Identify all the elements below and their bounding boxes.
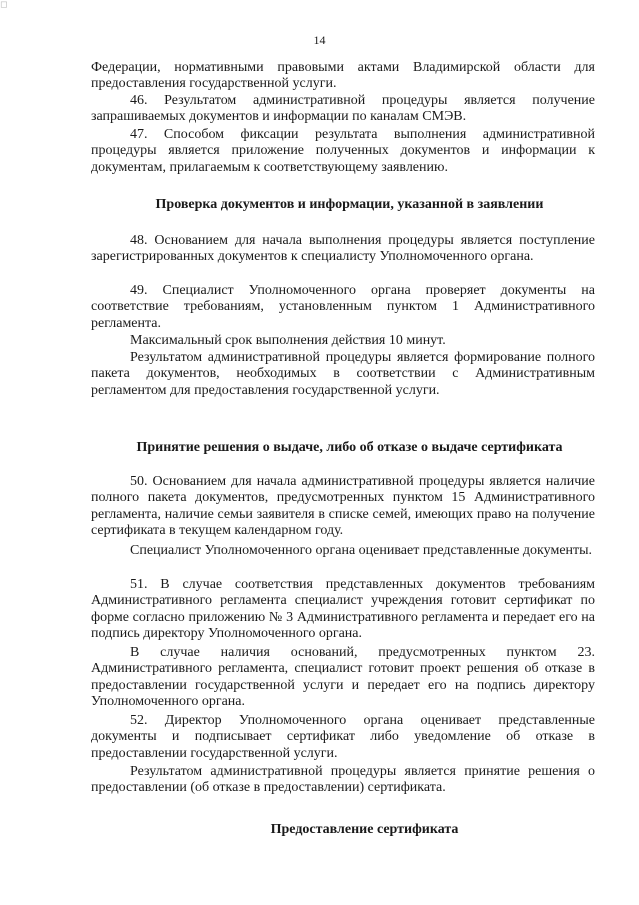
paragraph-intro: Федерации, нормативными правовыми актами Владимирской области для предоставления государственной услуги. xyxy=(91,60,595,92)
section-heading-check-documents: Проверка документов и информации, указанной в заявлении xyxy=(155,197,544,212)
paragraph-51: 51. В случае соответствия представленных документов требованиям Административного регламента специалист учреждения готовит сертификат по форме согласно приложению № 3 Административного регламента и передает его на подпись директору Уполномоченного органа. xyxy=(91,577,595,642)
paragraph-50-evaluation: Специалист Уполномоченного органа оценивает представленные документы. xyxy=(130,543,593,558)
page-number: 14 xyxy=(313,33,326,47)
section-heading-certificate-delivery: Предоставление сертификата xyxy=(270,822,459,837)
paragraph-50: 50. Основанием для начала административной процедуры является наличие полного пакета документов, предусмотренных пунктом 15 Административного регламента, наличие семьи заявителя в списке семей, имеющих право на получение сертификата в текущем календарном году. xyxy=(91,474,595,539)
corner-mark: ◻ xyxy=(0,0,8,9)
paragraph-52: 52. Директор Уполномоченного органа оценивает представленные документы и подписывает сертификат либо уведомление об отказе в предоставлении государственной услуги. xyxy=(91,713,595,761)
paragraph-49-deadline: Максимальный срок выполнения действия 10 минут. xyxy=(130,333,446,348)
paragraph-46: 46. Результатом административной процедуры является получение запрашиваемых документов и информации по каналам СМЭВ. xyxy=(91,93,595,125)
paragraph-47: 47. Способом фиксации результата выполнения административной процедуры является приложение полученных документов и информации к документам, прилагаемым к соответствующему заявлению. xyxy=(91,127,595,175)
section-heading-decision: Принятие решения о выдаче, либо об отказе о выдаче сертификата xyxy=(136,440,563,455)
paragraph-51-refusal: В случае наличия оснований, предусмотренных пунктом 23. Административного регламента, специалист готовит проект решения об отказе в предоставлении государственной услуги и передает его на подпись директору Уполномоченного органа. xyxy=(91,645,595,710)
paragraph-49: 49. Специалист Уполномоченного органа проверяет документы на соответствие требованиям, установленным пунктом 1 Административного регламента. xyxy=(91,283,595,331)
paragraph-49-result: Результатом административной процедуры является формирование полного пакета документов, необходимых в соответствии с Административным регламентом для предоставления государственной услуги. xyxy=(91,350,595,398)
paragraph-52-result: Результатом административной процедуры является принятие решения о предоставлении (об отказе в предоставлении) сертификата. xyxy=(91,764,595,796)
paragraph-48: 48. Основанием для начала выполнения процедуры является поступление зарегистрированных документов к специалисту Уполномоченного органа. xyxy=(91,233,595,265)
